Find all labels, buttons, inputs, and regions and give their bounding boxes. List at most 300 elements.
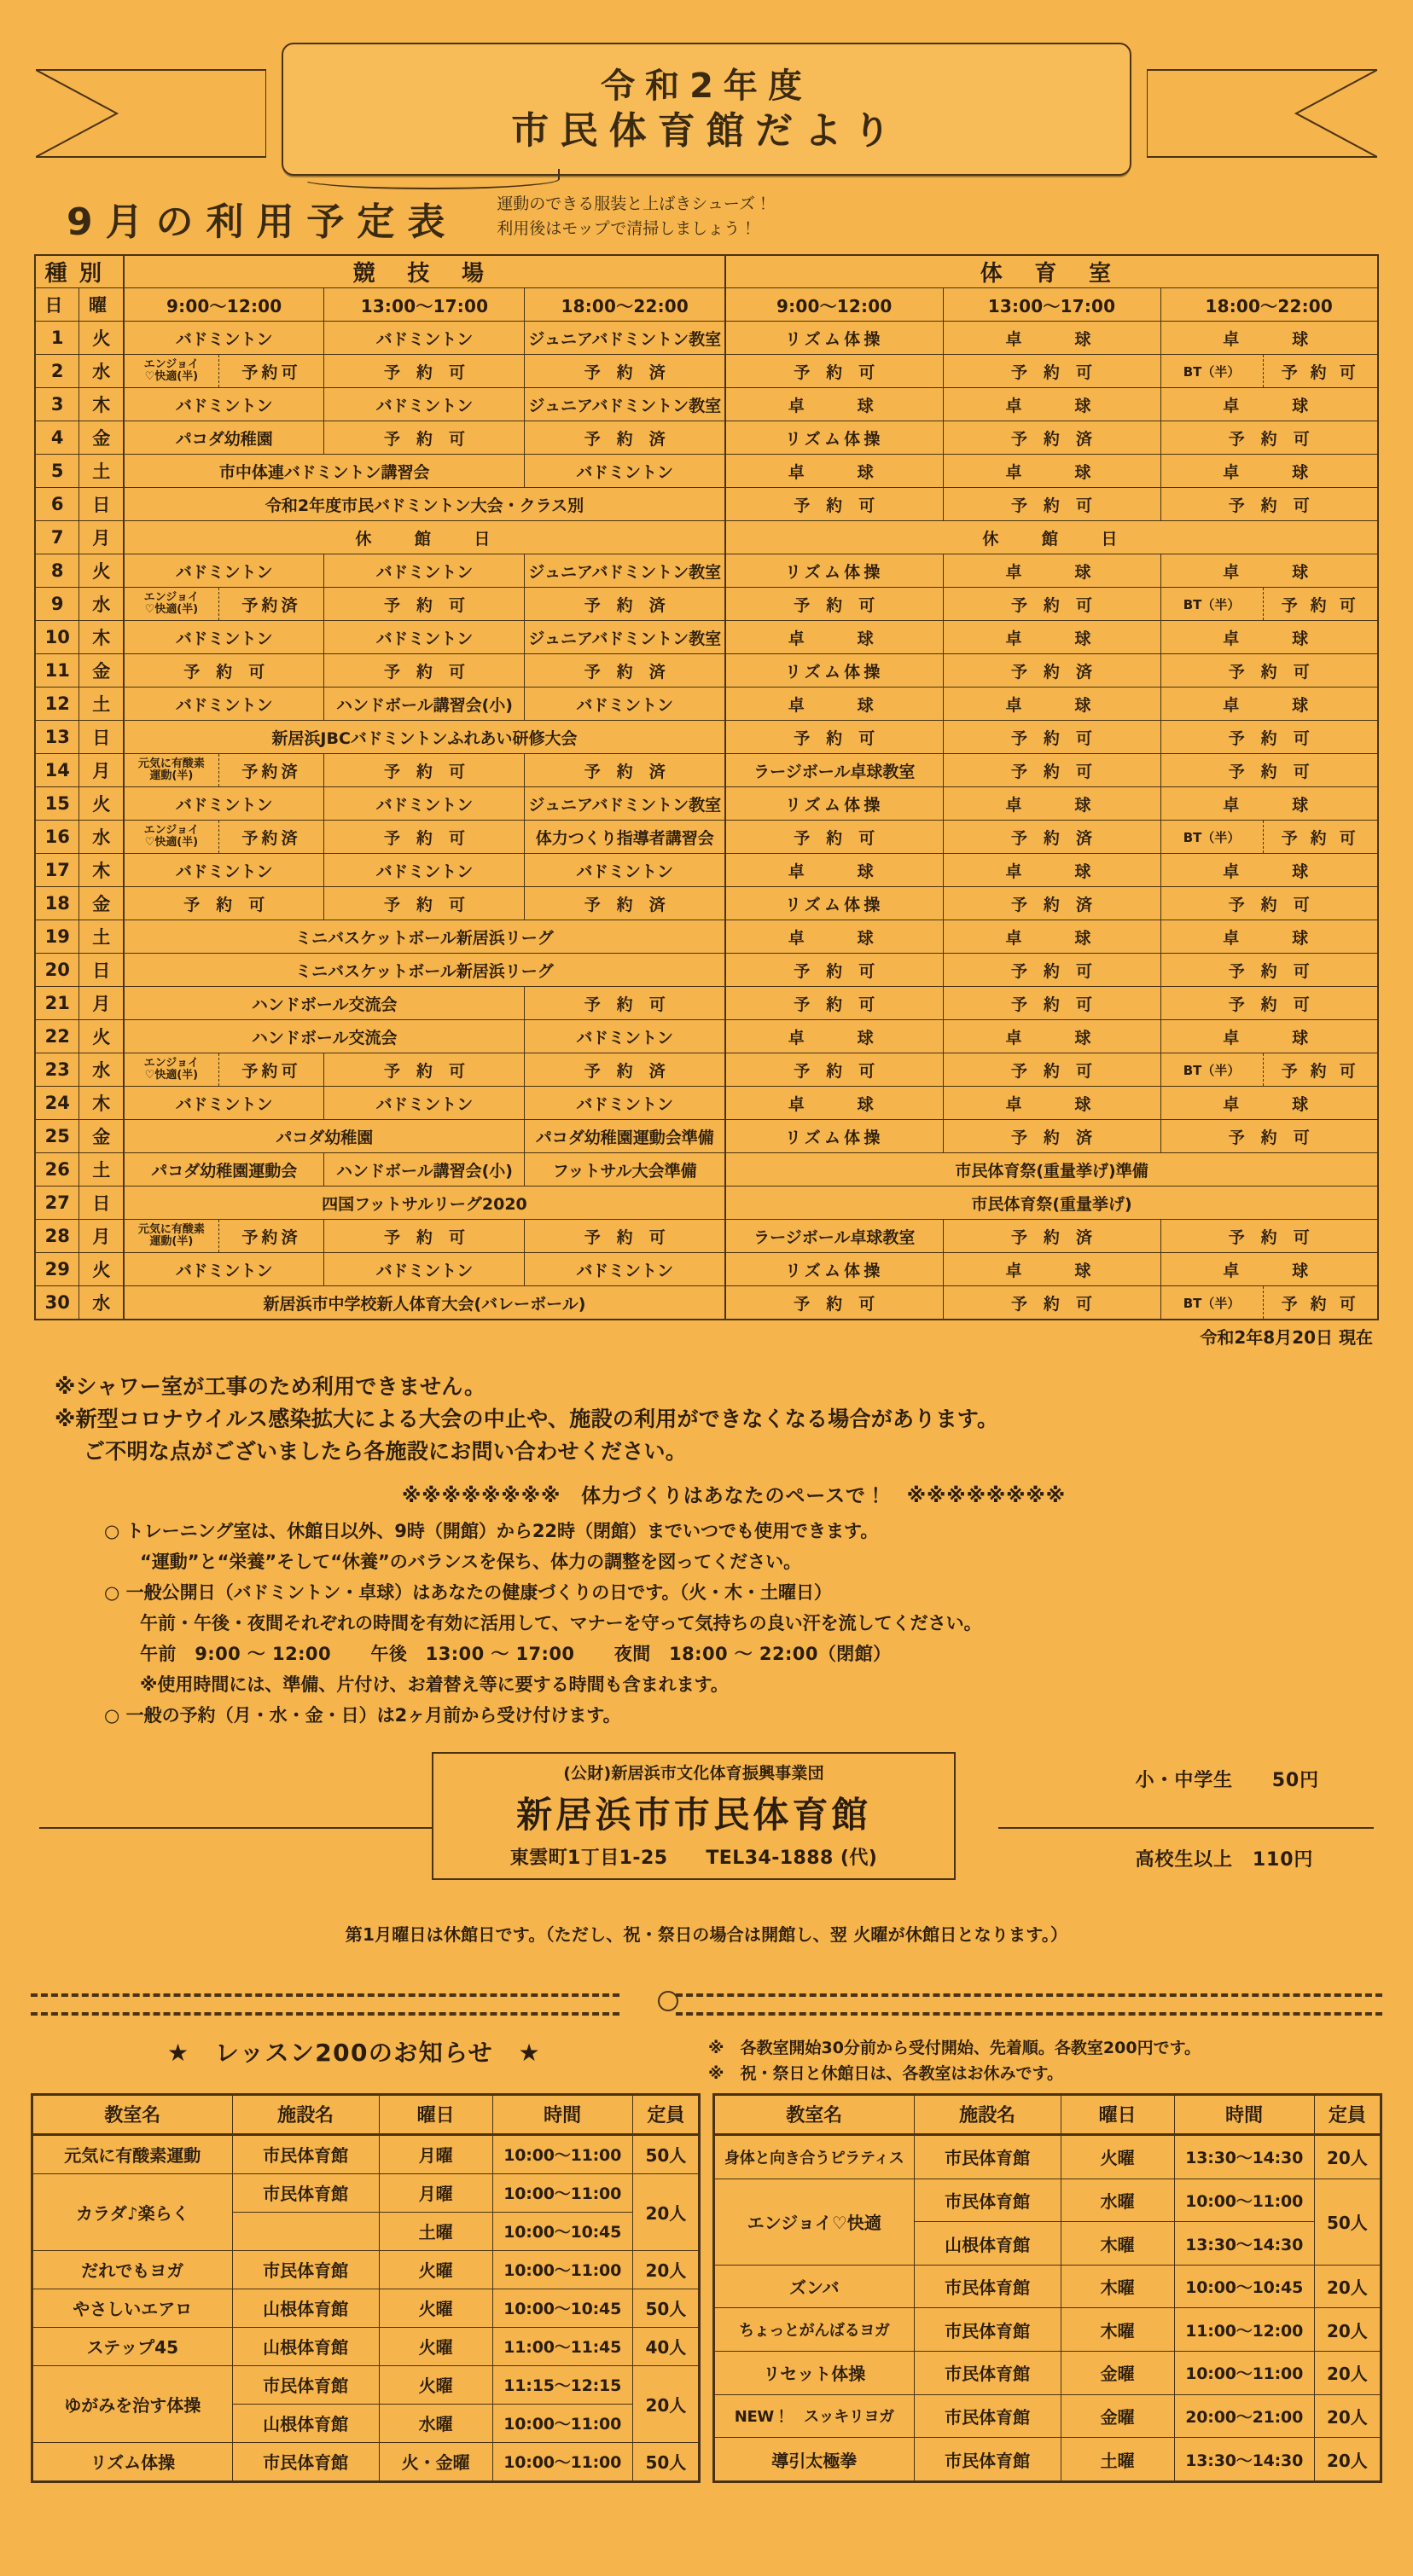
lesson-table-left — [31, 2093, 701, 2483]
lesson-capacity: 20人 — [632, 2365, 699, 2442]
scissors-icon — [654, 1987, 683, 2019]
schedule-cell: 予 約 可 — [1160, 721, 1378, 754]
table-row — [35, 488, 1378, 521]
schedule-cell-split — [124, 821, 324, 854]
lesson-time: 10:00～11:00 — [1174, 2179, 1314, 2222]
newsletter-page — [0, 24, 1413, 2576]
schedule-cell: 卓 球 — [943, 854, 1160, 887]
schedule-cell: 卓 球 — [1160, 1087, 1378, 1120]
day-number: 22 — [35, 1020, 79, 1053]
day-number: 25 — [35, 1120, 79, 1153]
lesson-capacity: 20人 — [1314, 2134, 1381, 2179]
lesson-right-header-row — [714, 2094, 1381, 2134]
lesson-time: 10:00～11:00 — [492, 2134, 632, 2173]
schedule-cell: 予 約 可 — [943, 488, 1160, 521]
schedule-cell-class-label: BT（半） — [1183, 828, 1241, 846]
list-item — [714, 2308, 1381, 2352]
schedule-cell: 卓 球 — [1160, 688, 1378, 721]
lesson-name: だれでもヨガ — [32, 2250, 233, 2289]
schedule-cell-split — [124, 355, 324, 388]
schedule-cell: ミニバスケットボール新居浜リーグ — [124, 954, 725, 987]
day-number: 26 — [35, 1153, 79, 1186]
day-number: 21 — [35, 987, 79, 1020]
schedule-cell: 予 約 可 — [1160, 754, 1378, 787]
schedule-cell: パコダ幼稚園 — [124, 1120, 525, 1153]
schedule-cell: 予 約 可 — [725, 355, 943, 388]
schedule-cell-class-label: エンジョイ ♡快適(半) — [144, 592, 199, 616]
table-row — [35, 887, 1378, 920]
lesson-name: ズンバ — [714, 2265, 915, 2308]
header-gym-slot-3: 18:00～22:00 — [1160, 288, 1378, 322]
lesson-col-facility: 施設名 — [232, 2094, 379, 2134]
lesson-facility: 市民体育館 — [232, 2250, 379, 2289]
schedule-cell: 卓 球 — [725, 621, 943, 654]
banner-line-2: 市民体育館だより — [511, 107, 902, 154]
schedule-cell: 予 約 可 — [725, 1286, 943, 1320]
schedule-cell: バドミントン — [324, 1087, 525, 1120]
lesson-facility: 市民体育館 — [914, 2308, 1061, 2352]
schedule-cell: 予 約 済 — [525, 421, 725, 455]
bullet-open-hours — [104, 1639, 1413, 1668]
table-row — [35, 1286, 1378, 1320]
list-item — [32, 2365, 700, 2404]
notice-shower: ※シャワー室が工事のため利用できません。 — [55, 1371, 1413, 1403]
header-weekday: 曜 — [79, 288, 124, 322]
header-arena: 競 技 場 — [124, 255, 725, 288]
schedule-cell: 市民体育祭(重量挙げ) — [725, 1186, 1378, 1220]
schedule-cell-split — [124, 588, 324, 621]
schedule-cell: パコダ幼稚園 — [124, 421, 324, 455]
fee-list — [1136, 1766, 1319, 1871]
schedule-cell: 休 館 日 — [124, 521, 725, 554]
lesson-facility: 山根体育館 — [232, 2289, 379, 2327]
lesson-facility: 市民体育館 — [914, 2179, 1061, 2222]
schedule-cell: 予 約 可 — [725, 488, 943, 521]
facility-card — [432, 1752, 956, 1880]
lesson-tables — [0, 2093, 1413, 2483]
lesson-weekday: 水曜 — [1061, 2179, 1174, 2222]
schedule-cell: 予 約 可 — [1160, 1120, 1378, 1153]
lesson-time: 10:00～11:00 — [492, 2404, 632, 2442]
facility-block — [0, 1745, 1413, 1907]
schedule-cell: バドミントン — [124, 554, 324, 588]
day-number: 20 — [35, 954, 79, 987]
schedule-cell-availability: 予 約 可 — [1282, 593, 1359, 616]
schedule-cell: 市民体育祭(重量挙げ)準備 — [725, 1153, 1378, 1186]
schedule-cell-class-label: BT（半） — [1183, 1061, 1241, 1079]
header-gym: 体 育 室 — [725, 255, 1378, 288]
day-weekday: 水 — [79, 588, 124, 621]
schedule-cell: ジュニアバドミントン教室 — [525, 787, 725, 821]
schedule-cell: 四国フットサルリーグ2020 — [124, 1186, 725, 1220]
banner-plaque — [282, 43, 1131, 176]
schedule-cell: 予 約 可 — [124, 887, 324, 920]
lesson-capacity: 20人 — [632, 2173, 699, 2250]
lesson-section-title: ★ レッスン200のお知らせ ★ — [0, 2034, 708, 2068]
schedule-cell: リズム体操 — [725, 1253, 943, 1286]
schedule-cell: 卓 球 — [725, 388, 943, 421]
list-item — [32, 2134, 700, 2173]
schedule-cell: 予 約 可 — [324, 588, 525, 621]
schedule-cell: 予 約 可 — [1160, 987, 1378, 1020]
lesson-col-weekday: 曜日 — [379, 2094, 492, 2134]
plaque-fold-decoration — [300, 169, 560, 189]
day-number: 11 — [35, 654, 79, 688]
table-row — [35, 754, 1378, 787]
lesson-facility: 山根体育館 — [232, 2327, 379, 2365]
schedule-cell: バドミントン — [525, 1253, 725, 1286]
schedule-cell: 令和2年度市民バドミントン大会・クラス別 — [124, 488, 725, 521]
day-weekday: 日 — [79, 488, 124, 521]
lesson-weekday: 木曜 — [1061, 2308, 1174, 2352]
list-item — [32, 2173, 700, 2212]
schedule-cell: バドミントン — [124, 388, 324, 421]
table-row — [35, 322, 1378, 355]
schedule-cell: 予 約 済 — [943, 421, 1160, 455]
schedule-cell-availability: 予 約 可 — [1282, 1291, 1359, 1314]
schedule-cell: 予 約 可 — [943, 1286, 1160, 1320]
lesson-capacity: 20人 — [632, 2250, 699, 2289]
schedule-cell-split — [124, 754, 324, 787]
open-hours-afternoon: 午後 13:00 ～ 17:00 — [370, 1639, 574, 1668]
schedule-cell: リズム体操 — [725, 322, 943, 355]
schedule-cell: 予 約 可 — [725, 821, 943, 854]
schedule-cell: 卓 球 — [943, 621, 1160, 654]
lesson-facility: 山根体育館 — [232, 2404, 379, 2442]
notice-bullets — [55, 1517, 1413, 1730]
day-number: 10 — [35, 621, 79, 654]
schedule-cell: 予 約 可 — [324, 421, 525, 455]
table-row — [35, 521, 1378, 554]
lesson-time: 10:00～11:00 — [492, 2173, 632, 2212]
table-row — [35, 787, 1378, 821]
schedule-cell: 予 約 可 — [725, 721, 943, 754]
schedule-cell: 予 約 可 — [725, 1053, 943, 1087]
lesson-name: カラダ♪楽らく — [32, 2173, 233, 2250]
day-number: 30 — [35, 1286, 79, 1320]
lesson-col-capacity: 定員 — [1314, 2094, 1381, 2134]
schedule-cell: 予 約 可 — [943, 1053, 1160, 1087]
schedule-cell: 予 約 可 — [725, 987, 943, 1020]
list-item — [32, 2327, 700, 2365]
schedule-cell: 予 約 済 — [525, 1053, 725, 1087]
schedule-cell: 卓 球 — [943, 1020, 1160, 1053]
header-arena-slot-1: 9:00～12:00 — [124, 288, 324, 322]
open-hours-night: 夜間 18:00 ～ 22:00（閉館） — [614, 1639, 892, 1668]
lesson-weekday: 火曜 — [379, 2365, 492, 2404]
schedule-cell: 予 約 可 — [124, 654, 324, 688]
schedule-cell-availability: 予 約 可 — [1282, 1059, 1359, 1082]
table-row — [35, 1020, 1378, 1053]
lesson-name: ステップ45 — [32, 2327, 233, 2365]
schedule-cell: 予 約 可 — [1160, 954, 1378, 987]
bullet-training-room-sub: “運動”と“栄養”そして“休養”のバランスを保ち、体力の調整を図ってください。 — [104, 1547, 1413, 1576]
schedule-cell: 卓 球 — [943, 688, 1160, 721]
schedule-cell: バドミントン — [324, 554, 525, 588]
header-gym-slot-1: 9:00～12:00 — [725, 288, 943, 322]
table-row — [35, 854, 1378, 887]
header-kind: 種別 — [35, 255, 124, 288]
schedule-cell-availability: 予約済 — [241, 826, 301, 849]
day-weekday: 金 — [79, 654, 124, 688]
schedule-cell: 卓 球 — [725, 920, 943, 954]
schedule-cell: バドミントン — [324, 854, 525, 887]
day-number: 8 — [35, 554, 79, 588]
lesson-name: NEW！ スッキリヨガ — [714, 2394, 915, 2438]
day-weekday: 月 — [79, 754, 124, 787]
schedule-cell: 予 約 可 — [1160, 887, 1378, 920]
lesson-col-name: 教室名 — [32, 2094, 233, 2134]
list-item — [714, 2265, 1381, 2308]
lesson-capacity: 20人 — [1314, 2308, 1381, 2352]
divider-left — [39, 1827, 432, 1829]
list-item — [32, 2250, 700, 2289]
schedule-cell: 予 約 済 — [525, 355, 725, 388]
schedule-cell: 予 約 済 — [943, 1120, 1160, 1153]
schedule-cell: 卓 球 — [1160, 621, 1378, 654]
schedule-cell: 卓 球 — [1160, 787, 1378, 821]
schedule-cell-availability: 予約済 — [241, 1225, 301, 1248]
lesson-time: 11:00～11:45 — [492, 2327, 632, 2365]
day-weekday: 月 — [79, 521, 124, 554]
day-number: 7 — [35, 521, 79, 554]
day-number: 19 — [35, 920, 79, 954]
schedule-cell: 予 約 可 — [324, 654, 525, 688]
lesson-weekday: 土曜 — [379, 2212, 492, 2250]
day-number: 4 — [35, 421, 79, 455]
table-row — [35, 920, 1378, 954]
schedule-cell: 予 約 可 — [943, 355, 1160, 388]
day-number: 2 — [35, 355, 79, 388]
lesson-facility: 市民体育館 — [914, 2134, 1061, 2179]
schedule-cell: 予 約 済 — [943, 887, 1160, 920]
lesson-weekday: 金曜 — [1061, 2394, 1174, 2438]
bullet-open-days: ○ 一般公開日（バドミントン・卓球）はあなたの健康づくりの日です。（火・木・土曜日） — [104, 1578, 1413, 1607]
day-weekday: 日 — [79, 1186, 124, 1220]
lesson-weekday: 火曜 — [379, 2289, 492, 2327]
table-row — [35, 688, 1378, 721]
table-row — [35, 1186, 1378, 1220]
lesson-facility: 市民体育館 — [914, 2438, 1061, 2482]
lesson-notes — [708, 2034, 1201, 2086]
lesson-facility — [232, 2212, 379, 2250]
facility-address: 東雲町1丁目1-25 TEL34-1888 (代) — [433, 1843, 954, 1870]
lesson-time: 13:30～14:30 — [1174, 2134, 1314, 2179]
schedule-cell: 予 約 可 — [324, 355, 525, 388]
table-row — [35, 355, 1378, 388]
lesson-facility: 市民体育館 — [914, 2394, 1061, 2438]
header-gym-slot-2: 13:00～17:00 — [943, 288, 1160, 322]
header-arena-slot-3: 18:00～22:00 — [525, 288, 725, 322]
schedule-cell: ハンドボール交流会 — [124, 987, 525, 1020]
schedule-cell: 卓 球 — [725, 455, 943, 488]
day-weekday: 月 — [79, 987, 124, 1020]
schedule-cell: リズム体操 — [725, 654, 943, 688]
schedule-body — [35, 322, 1378, 1320]
schedule-cell: 卓 球 — [1160, 1253, 1378, 1286]
schedule-cell: 予 約 可 — [525, 1220, 725, 1253]
schedule-cell: バドミントン — [525, 455, 725, 488]
bullet-open-days-sub: 午前・午後・夜間それぞれの時間を有効に活用して、マナーを守って気持ちの良い汗を流してください。 — [104, 1609, 1413, 1638]
schedule-cell: バドミントン — [124, 1087, 324, 1120]
lesson-time: 10:00～11:00 — [1174, 2352, 1314, 2395]
lesson-capacity: 50人 — [632, 2134, 699, 2173]
day-weekday: 水 — [79, 1053, 124, 1087]
title-row — [0, 186, 1413, 254]
schedule-cell: ジュニアバドミントン教室 — [525, 322, 725, 355]
table-row — [35, 1220, 1378, 1253]
monthly-schedule-table — [34, 254, 1379, 1320]
schedule-cell: リズム体操 — [725, 1120, 943, 1153]
schedule-cell: ハンドボール交流会 — [124, 1020, 525, 1053]
schedule-cell: 予 約 可 — [943, 721, 1160, 754]
lesson-name: リセット体操 — [714, 2352, 915, 2395]
schedule-cell: バドミントン — [124, 322, 324, 355]
schedule-cell-class-label: BT（半） — [1183, 1294, 1241, 1312]
table-row — [35, 721, 1378, 754]
bullet-reservation: ○ 一般の予約（月・水・金・日）は2ヶ月前から受け付けます。 — [104, 1701, 1413, 1730]
schedule-cell: 予 約 可 — [324, 1220, 525, 1253]
lesson-col-capacity: 定員 — [632, 2094, 699, 2134]
schedule-cell: ジュニアバドミントン教室 — [525, 621, 725, 654]
table-row — [35, 954, 1378, 987]
day-weekday: 木 — [79, 854, 124, 887]
lesson-facility: 市民体育館 — [914, 2352, 1061, 2395]
schedule-cell: 予 約 可 — [943, 754, 1160, 787]
lesson-facility: 山根体育館 — [914, 2222, 1061, 2266]
schedule-cell: 予 約 済 — [943, 654, 1160, 688]
schedule-cell-availability: 予約可 — [241, 360, 301, 383]
list-item — [32, 2442, 700, 2481]
schedule-cell-class-label: 元気に有酸素 運動(半) — [138, 758, 205, 782]
ribbon-right-tail-icon — [1147, 68, 1377, 159]
table-row — [35, 821, 1378, 854]
schedule-cell-availability: 予 約 可 — [1282, 360, 1359, 383]
notices-section — [0, 1349, 1413, 1730]
schedule-cell: バドミントン — [324, 1253, 525, 1286]
lesson-facility: 市民体育館 — [232, 2173, 379, 2212]
table-row — [35, 987, 1378, 1020]
lesson-capacity: 50人 — [632, 2442, 699, 2481]
schedule-cell: 卓 球 — [943, 1087, 1160, 1120]
day-weekday: 月 — [79, 1220, 124, 1253]
lesson-facility: 市民体育館 — [232, 2134, 379, 2173]
day-weekday: 土 — [79, 1153, 124, 1186]
schedule-cell: 卓 球 — [943, 455, 1160, 488]
day-number: 5 — [35, 455, 79, 488]
schedule-cell: 予 約 可 — [1160, 1220, 1378, 1253]
schedule-cell-availability: 予約済 — [241, 759, 301, 782]
schedule-cell: 予 約 可 — [1160, 421, 1378, 455]
lesson-time: 20:00～21:00 — [1174, 2394, 1314, 2438]
lesson-note-2: ※ 祝・祭日と休館日は、各教室はお休みです。 — [708, 2062, 1201, 2086]
closing-day-note: 第1月曜日は休館日です。（ただし、祝・祭日の場合は開館し、翌 火曜が休館日となります。） — [0, 1921, 1413, 1946]
schedule-cell: 予 約 済 — [525, 887, 725, 920]
lesson-time: 10:00～11:00 — [492, 2442, 632, 2481]
day-number: 14 — [35, 754, 79, 787]
schedule-cell: 卓 球 — [1160, 455, 1378, 488]
schedule-cell: 予 約 可 — [943, 987, 1160, 1020]
lesson-weekday: 木曜 — [1061, 2265, 1174, 2308]
as-of-date: 令和2年8月20日 現在 — [30, 1324, 1383, 1349]
ribbon-left-tail-icon — [36, 68, 266, 159]
day-weekday: 土 — [79, 920, 124, 954]
schedule-cell-split — [124, 1053, 324, 1087]
schedule-cell: 予 約 済 — [943, 821, 1160, 854]
table-row — [35, 554, 1378, 588]
schedule-cell: 予 約 済 — [525, 754, 725, 787]
schedule-cell: ハンドボール講習会(小) — [324, 1153, 525, 1186]
schedule-cell: 予 約 可 — [525, 987, 725, 1020]
day-number: 9 — [35, 588, 79, 621]
page-title: 9月の利用予定表 — [67, 191, 457, 246]
day-weekday: 木 — [79, 1087, 124, 1120]
schedule-cell: バドミントン — [124, 688, 324, 721]
lesson-time: 11:00～12:00 — [1174, 2308, 1314, 2352]
lesson-time: 10:00～11:00 — [492, 2250, 632, 2289]
schedule-cell-split — [1160, 355, 1378, 388]
notice-stars-banner: ※※※※※※※※ 体力づくりはあなたのペースで！ ※※※※※※※※ — [55, 1480, 1413, 1508]
schedule-cell: 予 約 済 — [525, 654, 725, 688]
schedule-cell: リズム体操 — [725, 887, 943, 920]
day-weekday: 火 — [79, 1253, 124, 1286]
schedule-cell: 卓 球 — [943, 1253, 1160, 1286]
table-row — [35, 388, 1378, 421]
lesson-time: 13:30～14:30 — [1174, 2438, 1314, 2482]
lesson-col-weekday: 曜日 — [1061, 2094, 1174, 2134]
schedule-cell: バドミントン — [124, 1253, 324, 1286]
day-number: 28 — [35, 1220, 79, 1253]
notice-contact: ご不明な点がございましたら各施設にお問い合わせください。 — [55, 1436, 1413, 1468]
schedule-cell: 予 約 可 — [725, 588, 943, 621]
schedule-cell-split — [1160, 821, 1378, 854]
schedule-cell-split — [1160, 588, 1378, 621]
day-number: 12 — [35, 688, 79, 721]
header-day: 日 — [35, 288, 79, 322]
schedule-cell-availability: 予 約 可 — [1282, 826, 1359, 849]
lesson-col-time: 時間 — [1174, 2094, 1314, 2134]
schedule-cell: 新居浜市中学校新人体育大会(バレーボール) — [124, 1286, 725, 1320]
schedule-cell-split — [1160, 1286, 1378, 1320]
lesson-weekday: 金曜 — [1061, 2352, 1174, 2395]
cut-dash-right-top — [676, 1993, 1382, 1997]
day-number: 13 — [35, 721, 79, 754]
schedule-cell: バドミントン — [324, 787, 525, 821]
lesson-weekday: 月曜 — [379, 2173, 492, 2212]
banner — [0, 24, 1413, 186]
day-number: 24 — [35, 1087, 79, 1120]
lesson-weekday: 火曜 — [1061, 2134, 1174, 2179]
day-weekday: 日 — [79, 954, 124, 987]
lesson-time: 10:00～10:45 — [1174, 2265, 1314, 2308]
lesson-col-facility: 施設名 — [914, 2094, 1061, 2134]
lesson-col-time: 時間 — [492, 2094, 632, 2134]
schedule-cell: 予 約 済 — [525, 588, 725, 621]
schedule-cell-availability: 予約済 — [241, 593, 301, 616]
schedule-cell: 新居浜JBCバドミントンふれあい研修大会 — [124, 721, 725, 754]
lesson-time: 10:00～10:45 — [492, 2212, 632, 2250]
day-number: 6 — [35, 488, 79, 521]
lesson-capacity: 40人 — [632, 2327, 699, 2365]
schedule-cell: ラージボール卓球教室 — [725, 754, 943, 787]
lesson-name: ゆがみを治す体操 — [32, 2365, 233, 2442]
schedule-cell: 卓 球 — [1160, 388, 1378, 421]
lesson-name: 導引太極拳 — [714, 2438, 915, 2482]
lesson-weekday: 月曜 — [379, 2134, 492, 2173]
lesson-capacity: 20人 — [1314, 2265, 1381, 2308]
schedule-cell-split — [1160, 1053, 1378, 1087]
list-item — [714, 2134, 1381, 2179]
